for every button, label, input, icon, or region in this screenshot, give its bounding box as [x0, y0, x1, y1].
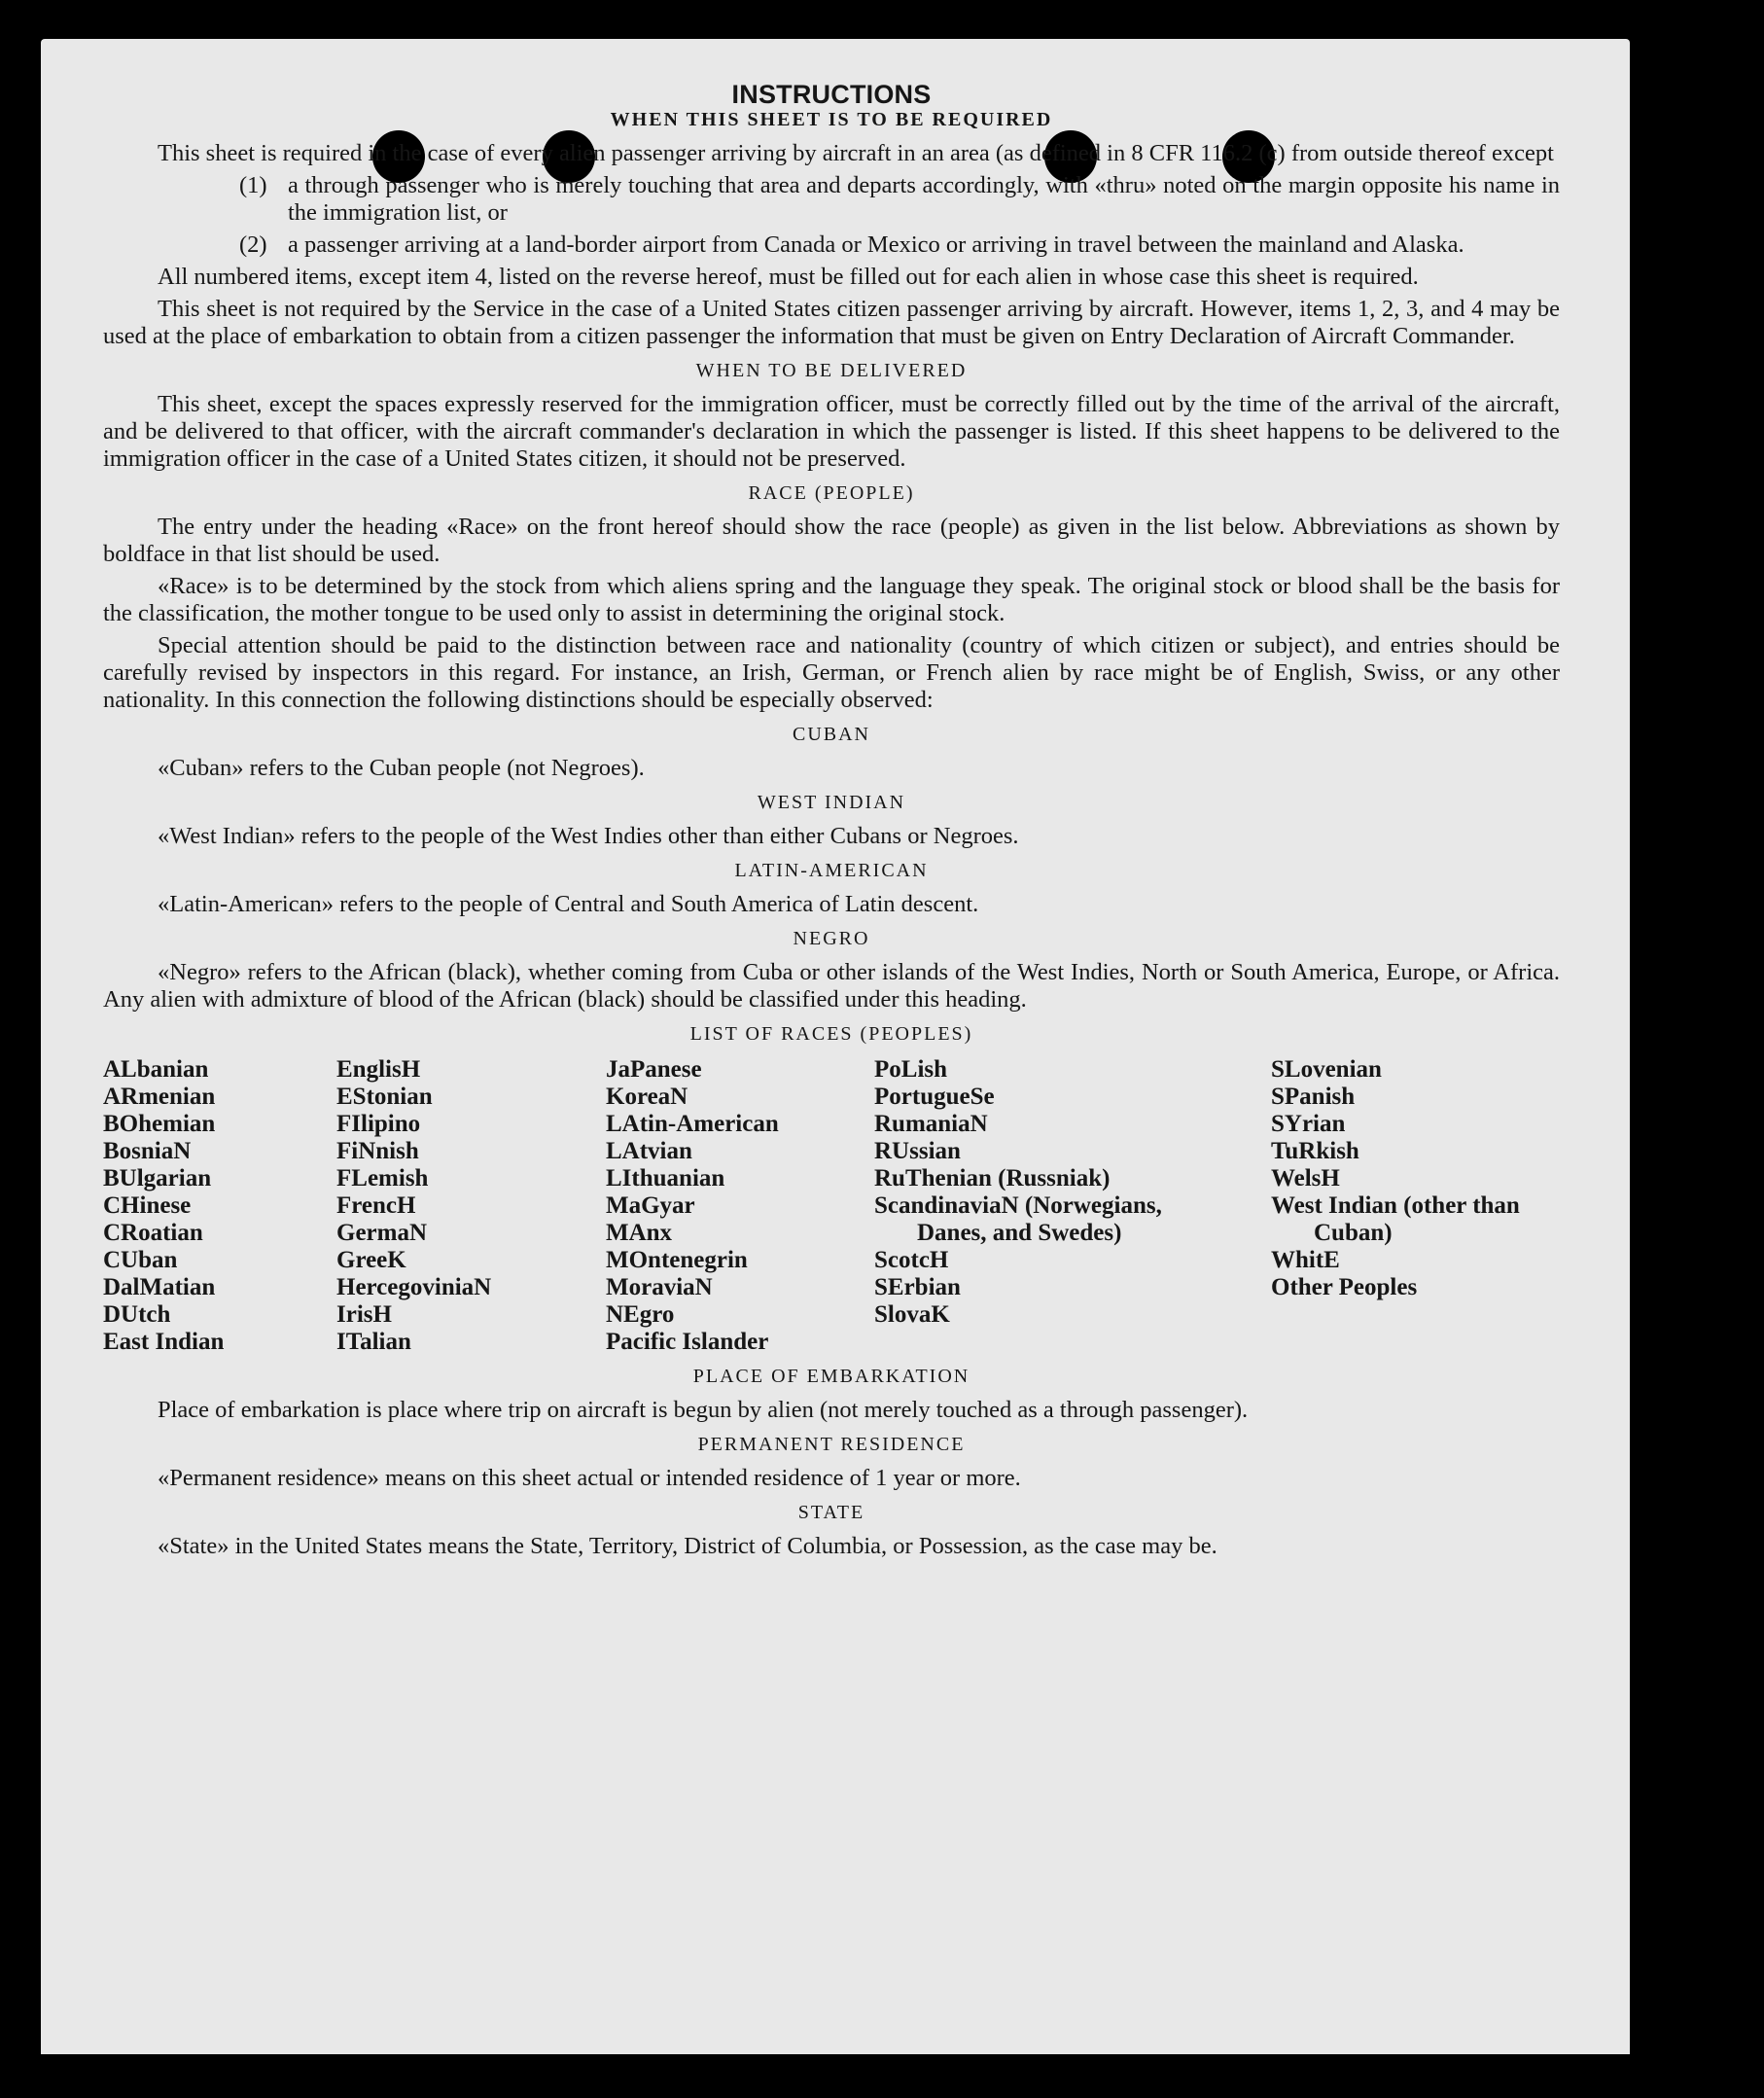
- section-heading: WEST INDIAN: [757, 792, 906, 813]
- paragraph: This sheet is required in the case of every alien passenger arriving by aircraft in an area (as defined in 8 CFR 116.2 (c) from outside thereof except: [158, 140, 1554, 166]
- list-item: [239, 231, 1560, 259]
- section-heading: WHEN TO BE DELIVERED: [695, 360, 968, 381]
- section-heading: LATIN-AMERICAN: [734, 860, 929, 881]
- race-entry: East Indian: [103, 1329, 225, 1355]
- race-column: [336, 1056, 606, 1356]
- race-entry: MoraviaN: [606, 1274, 713, 1300]
- race-entry: FLemish: [336, 1165, 429, 1191]
- race-column: [1271, 1056, 1524, 1356]
- race-entry: SlovaK: [874, 1301, 950, 1328]
- race-entry: ScotcH: [874, 1247, 949, 1273]
- race-entry: FiNnish: [336, 1138, 419, 1164]
- race-entry: SLovenian: [1271, 1056, 1382, 1083]
- paragraph: «Permanent residence» means on this sheet actual or intended residence of 1 year or more.: [158, 1465, 1021, 1491]
- race-entry: TuRkish: [1271, 1138, 1359, 1164]
- paragraph: «Latin-American» refers to the people of Central and South America of Latin descent.: [158, 891, 979, 917]
- race-entry: MaGyar: [606, 1192, 695, 1219]
- race-entry: GermaN: [336, 1220, 428, 1246]
- race-column: [103, 1056, 336, 1356]
- item-text: a through passenger who is merely touching that area and departs accordingly, with «thru» noted on the margin opposite his name in the immigration list, or: [288, 172, 1560, 226]
- race-entry: Pacific Islander: [606, 1329, 769, 1355]
- race-entry: MOntenegrin: [606, 1247, 748, 1273]
- race-entry: LIthuanian: [606, 1165, 725, 1191]
- paragraph: «Negro» refers to the African (black), whether coming from Cuba or other islands of the West Indies, North or South America, Europe, or Africa. Any alien with admixture of blood of the African (black) should be classified under this heading.: [103, 959, 1560, 1013]
- item-number: (1): [239, 172, 267, 198]
- race-list: [103, 1056, 1560, 1356]
- race-entry: ScandinaviaN (Norwegians, Danes, and Swedes): [874, 1192, 1162, 1246]
- document-body: [103, 78, 1560, 1565]
- race-entry: HercegoviniaN: [336, 1274, 492, 1300]
- race-entry: SPanish: [1271, 1084, 1356, 1110]
- race-entry: DUtch: [103, 1301, 171, 1328]
- race-entry: IrisH: [336, 1301, 392, 1328]
- section-heading: LIST OF RACES (PEOPLES): [689, 1023, 973, 1045]
- paragraph: Place of embarkation is place where trip on aircraft is begun by alien (not merely touched as a through passenger).: [158, 1397, 1249, 1423]
- item-text: a passenger arriving at a land-border airport from Canada or Mexico or arriving in travel between the mainland and Alaska.: [288, 231, 1464, 258]
- paragraph: «West Indian» refers to the people of the West Indies other than either Cubans or Negroes.: [158, 823, 1019, 849]
- race-entry: FrencH: [336, 1192, 416, 1219]
- race-entry: SErbian: [874, 1274, 961, 1300]
- race-entry: CUban: [103, 1247, 178, 1273]
- paragraph: This sheet is not required by the Service in the case of a United States citizen passenger arriving by aircraft. However, items 1, 2, 3, and 4 may be used at the place of embarkation to obtain from a citizen passenger the information that must be given on Entry Declaration of Aircraft Commander.: [103, 296, 1560, 349]
- race-entry: BUlgarian: [103, 1165, 212, 1191]
- race-entry: RuThenian (Russniak): [874, 1165, 1111, 1191]
- race-entry: MAnx: [606, 1220, 673, 1246]
- paragraph: All numbered items, except item 4, listed on the reverse hereof, must be filled out for each alien in whose case this sheet is required.: [158, 264, 1419, 290]
- race-entry: RumaniaN: [874, 1111, 988, 1137]
- race-entry: EnglisH: [336, 1056, 421, 1083]
- paragraph: This sheet, except the spaces expressly reserved for the immigration officer, must be correctly filled out by the time of the arrival of the aircraft, and be delivered to that officer, with the aircraft commander's declaration in which the passenger is listed. If this sheet happens to be delivered to the immigration officer in the case of a United States citizen, it should not be preserved.: [103, 391, 1560, 472]
- section-heading: NEGRO: [793, 928, 870, 949]
- race-column: [874, 1056, 1166, 1356]
- race-entry: SYrian: [1271, 1111, 1346, 1137]
- race-entry: CRoatian: [103, 1220, 203, 1246]
- race-entry: JaPanese: [606, 1056, 702, 1083]
- race-entry: PortugueSe: [874, 1084, 995, 1110]
- section-heading: STATE: [797, 1502, 865, 1523]
- race-entry: WhitE: [1271, 1247, 1340, 1273]
- race-entry: NEgro: [606, 1301, 675, 1328]
- race-entry: KoreaN: [606, 1084, 688, 1110]
- race-entry: West Indian (other than Cuban): [1271, 1192, 1520, 1246]
- race-entry: ARmenian: [103, 1084, 216, 1110]
- paragraph: «Cuban» refers to the Cuban people (not Negroes).: [158, 755, 645, 781]
- paragraph: «Race» is to be determined by the stock from which aliens spring and the language they speak. The original stock or blood shall be the basis for the classification, the mother tongue to be used only to assist in determining the original stock.: [103, 573, 1560, 626]
- section-heading: CUBAN: [792, 724, 870, 745]
- list-item: [239, 172, 1560, 227]
- paragraph: Special attention should be paid to the distinction between race and nationality (country of which citizen or subject), and entries should be carefully revised by inspectors in this regard. For instance, an Irish, German, or French alien by race might be of English, Swiss, or any other nationality. In this connection the following distinctions should be especially observed:: [103, 632, 1560, 713]
- race-entry: ALbanian: [103, 1056, 209, 1083]
- section-heading: PLACE OF EMBARKATION: [692, 1366, 970, 1387]
- race-entry: LAtin-American: [606, 1111, 779, 1137]
- race-entry: BosniaN: [103, 1138, 192, 1164]
- race-entry: DalMatian: [103, 1274, 216, 1300]
- page-title: INSTRUCTIONS: [731, 80, 932, 109]
- race-entry: PoLish: [874, 1056, 948, 1083]
- section-heading: PERMANENT RESIDENCE: [697, 1434, 966, 1455]
- race-entry: Other Peoples: [1271, 1274, 1418, 1300]
- race-entry: FIlipino: [336, 1111, 421, 1137]
- race-entry: CHinese: [103, 1192, 192, 1219]
- race-column: [606, 1056, 874, 1356]
- section-heading: RACE (PEOPLE): [748, 482, 915, 504]
- paragraph: The entry under the heading «Race» on the front hereof should show the race (people) as given in the list below. Abbreviations as shown by boldface in that list should be used.: [103, 514, 1560, 567]
- race-entry: GreeK: [336, 1247, 406, 1273]
- paragraph: «State» in the United States means the State, Territory, District of Columbia, or Possession, as the case may be.: [158, 1533, 1217, 1559]
- race-entry: LAtvian: [606, 1138, 692, 1164]
- item-number: (2): [239, 231, 267, 258]
- race-entry: EStonian: [336, 1084, 433, 1110]
- race-entry: WelsH: [1271, 1165, 1340, 1191]
- race-entry: RUssian: [874, 1138, 961, 1164]
- section-heading: WHEN THIS SHEET IS TO BE REQUIRED: [610, 109, 1053, 130]
- race-entry: BOhemian: [103, 1111, 216, 1137]
- race-entry: ITalian: [336, 1329, 411, 1355]
